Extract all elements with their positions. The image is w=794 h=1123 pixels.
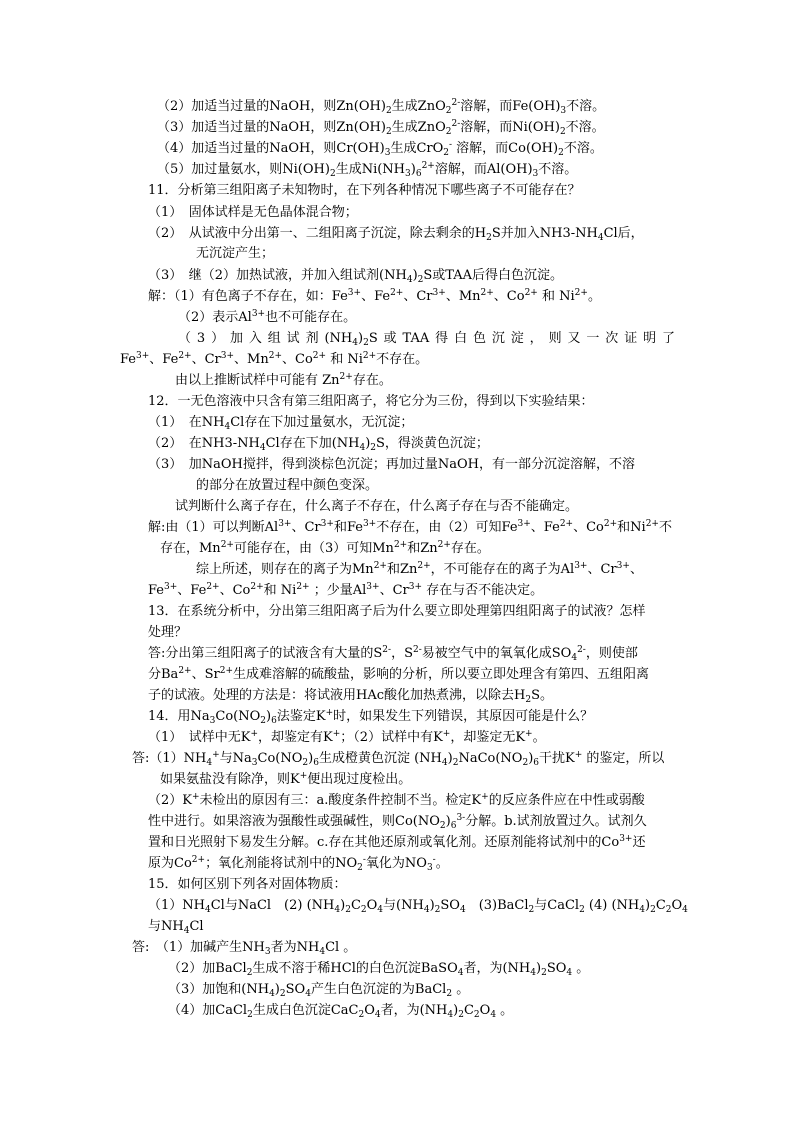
q11-item-1: （1） 固体试样是无色晶体混合物； <box>148 205 358 220</box>
q14-question: 14．用$Na_3Co(NO_2)_6$法鉴定K+时，如果发生下列错误，其原因可能是什么？ <box>148 708 594 726</box>
q12-item-3-cont: 的部分在放置过程中颜色变深。 <box>196 478 379 493</box>
q15-question: 15．如何区别下列各对固体物质： <box>148 877 347 892</box>
q12-question: 12．一无色溶液中只含有第三组阳离子，将它分为三份，得到以下实验结果： <box>148 394 594 409</box>
q14-answer-2-cont-3: 原为$Co^{2+}$；氧化剂能将试剂中的$NO_2^-$氧化为$NO_3^-$。 <box>148 855 449 873</box>
q13-question: 13．在系统分析中，分出第三组阳离子后为什么要立即处理第四组阳离子的试液？怎样 <box>148 604 646 619</box>
q14-answer-2-cont-2: 置和日光照射下易发生分解。c.存在其他还原剂或氧化剂。还原剂能将试剂中的$Co^{3+}$还 <box>148 834 646 850</box>
q11-item-3: （3） 继（2）加热试液，并加入组试剂$(NH_4)_2S$或TAA后得白色沉淀。 <box>148 268 564 285</box>
q12-answer-2: 综上所述，则存在的离子为$Mn^{2+}$和$Zn^{2+}$，不可能存在的离子为$Al^{3+}$、$Cr^{3+}$、 <box>196 561 643 577</box>
q11-answer-2: （2）表示$Al^{3+}$也不可能存在。 <box>178 309 357 325</box>
q14-answer-2-cont: 性中进行。如果溶液为强酸性或强碱性，则$Co(NO_2)_6^{3-}$分解。b.试剂放置过久。试剂久 <box>148 813 647 831</box>
q13-answer-1: 答:分出第三组阳离子的试液含有大量的$S^{2-}$，$S^{2-}$易被空气中的氧氧化成$SO_4^{2-}$，则使部 <box>148 645 638 663</box>
q15-answer-1: 答: （1）加碱产生$NH_3$者为$NH_4Cl$ 。 <box>132 940 357 957</box>
q12-item-2: （2） 在$NH3-NH_4Cl$存在下加$(NH_4)_2S$，得淡黄色沉淀； <box>148 436 489 453</box>
q13-answer-3: 子的试液。处理的方法是：将试液用HAc酸化加热煮沸，以除去$H_2S$。 <box>148 688 553 705</box>
q12-item-1: （1） 在$NH_4Cl$存在下加过量氨水，无沉淀； <box>148 415 414 432</box>
q12-answer-1-cont: 存在，$Mn^{2+}$可能存在，由（3）可知$Mn^{2+}$和$Zn^{2+}$存在。 <box>160 540 490 556</box>
q14-answer-1-cont: 如果氨盐没有除净，则K+便出现过度检出。 <box>160 771 412 787</box>
q13-answer-2: 分$Ba^{2+}$、$Sr^{2+}$生成难溶解的硫酸盐，影响的分析，所以要立即处理含有第四、五组阳离 <box>148 666 650 682</box>
q15-items: $(1)NH_4Cl$与NaCl (2) $(NH_4)_2C_2O_4$与$(NH_4)_2SO_4$ (3)BaCl$_2$与CaCl$_2$ (4) $(NH_4)_2C_2O_4$ <box>148 898 688 915</box>
q13-question-cont: 处理？ <box>148 625 188 640</box>
q12-item-3: （3） 加NaOH搅拌，得到淡棕色沉淀；再加过量NaOH，有一部分沉淀溶解，不溶 <box>148 457 636 472</box>
q10-line-4: （4）加适当过量的NaOH，则$Cr(OH)_3$生成CrO$_2$- 溶解，而$Co(OH)_2$不溶。 <box>157 140 603 158</box>
q12-answer-2-cont: $Fe^{3+}$、$Fe^{2+}$、$Co^{2+}$和 $Ni^{2+}$ ；少量$Al^{3+}$、$Cr^{3+}$ 存在与否不能决定。 <box>148 582 544 598</box>
q10-line-3: （3）加适当过量的NaOH，则$Zn(OH)_2$生成ZnO$_2^{2-}$溶解，而$Ni(OH)_2$不溶。 <box>157 119 605 137</box>
q12-answer-1: 解:由（1）可以判断$Al^{3+}$、$Cr^{3+}$和$Fe^{3+}$不存在，由（2）可知$Fe^{3+}$、$Fe^{2+}$、$Co^{2+}$和$Ni^{2+}$不 <box>148 519 672 535</box>
q14-answer-1: 答$:(1)NH_4^+$与$Na_3Co(NO_2)_6$生成橙黄色沉淀 $(NH_4)_2NaCo(NO_2)_6$干扰K+ 的鉴定，所以 <box>132 750 665 768</box>
q11-item-2-cont: 无沉淀产生； <box>196 246 275 261</box>
q14-answer-2: （2）K+未检出的原因有三：a.酸度条件控制不当。检定K+的反应条件应在中性或弱酸 <box>148 792 645 808</box>
q15-answer-4: （4）加CaCl$_2$生成白色沉淀$CaC_2O_4$者，为$(NH_4)_2C_2O_4$ 。 <box>168 1003 514 1020</box>
q10-line-5: （5）加过量氨水，则$Ni(OH)_2$生成$Ni(NH_3)_6^{2+}$溶解，而$Al(OH)_3$不溶。 <box>157 161 578 179</box>
q11-item-2: （2） 从试液中分出第一、二组阳离子沉淀，除去剩余的$H_2S$并加入$NH3-NH_4Cl$后， <box>148 226 644 243</box>
q11-answer-3-cont: $Fe^{3+}$、$Fe^{2+}$、$Cr^{3+}$、$Mn^{2+}$、$Co^{2+}$ 和 $Ni^{2+}$不存在。 <box>120 351 429 367</box>
q10-line-2: （2）加适当过量的NaOH，则$Zn(OH)_2$生成ZnO$_2^{2-}$溶解，而$Fe(OH)_3$不溶。 <box>157 98 606 116</box>
q12-prompt: 试判断什么离子存在，什么离子不存在，什么离子存在与否不能确定。 <box>175 499 579 514</box>
q15-answer-2: （2）加BaCl$_2$生成不溶于稀HCl的白色沉淀BaSO$_4$者，为$(NH_4)_2SO_4$ 。 <box>168 961 590 978</box>
q11-answer-1: 解：（1）有色离子不存在，如：$Fe^{3+}$、$Fe^{2+}$、$Cr^{3+}$、$Mn^{2+}$、$Co^{2+}$ 和 $Ni^{2+}$。 <box>148 288 601 304</box>
q11-question: 11．分析第三组阳离子未知物时，在下列各种情况下哪些离子不可能存在？ <box>148 183 581 198</box>
q11-answer-3: （3）加入组试剂$(NH_4)_2S$或TAA得白色沉淀，则又一次证明了 <box>178 331 675 348</box>
q14-items: （1） 试样中无K+，却鉴定有K+；（2）试样中有K+，却鉴定无K+。 <box>148 729 546 745</box>
q15-items-cont: 与$NH_4Cl$ <box>148 919 204 936</box>
q11-answer-4: 由以上推断试样中可能有 $Zn^{2+}$存在。 <box>175 372 392 388</box>
q15-answer-3: （3）加饱和$(NH_4)_2SO_4$产生白色沉淀的为BaCl$_2$ 。 <box>168 982 470 999</box>
